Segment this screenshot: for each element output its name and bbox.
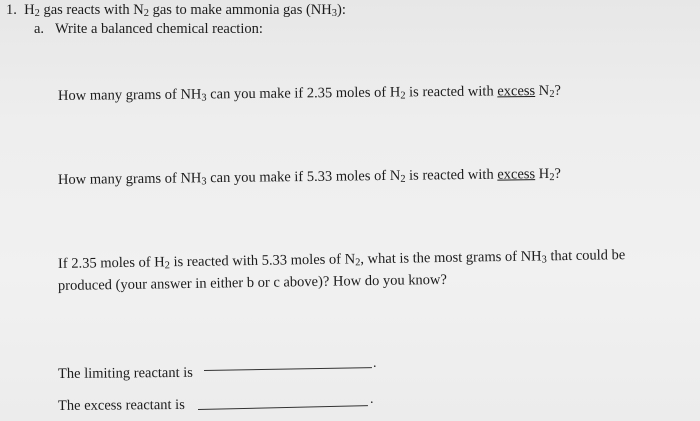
excess-reactant-blank[interactable] (198, 405, 368, 410)
intro-text: gas reacts with N (39, 2, 144, 18)
part-b-sub: 2 (549, 88, 555, 100)
part-b-sub: 2 (400, 90, 406, 102)
part-d-sub: 3 (541, 254, 547, 266)
part-a-text: Write a balanced chemical reaction: (54, 21, 263, 37)
part-c-text: H (535, 165, 550, 183)
intro-text: ): (336, 2, 346, 18)
intro-h2: H (24, 2, 35, 18)
excess-reactant-label: The excess reactant is (57, 396, 185, 414)
part-c-text: can you make if 5.33 moles of N (206, 167, 401, 187)
part-d-question-line2: produced (your answer in either b or c above)? How do you know? (57, 271, 448, 294)
part-b-text: ? (554, 82, 561, 99)
part-c-question (58, 166, 561, 189)
excess-underlined: excess (497, 83, 536, 100)
excess-reactant-period: . (370, 392, 374, 407)
limiting-reactant-blank[interactable] (204, 367, 372, 371)
part-b-text: is reacted with (405, 83, 498, 101)
intro-text: gas to make ammonia gas (NH (148, 2, 332, 18)
part-b-question (58, 83, 561, 105)
part-c-sub: 3 (201, 176, 207, 188)
part-b-text: can you make if 2.35 moles of H (206, 84, 401, 103)
part-c-text: ? (554, 165, 561, 182)
part-c-sub: 2 (400, 173, 406, 185)
part-c-text: is reacted with (405, 166, 498, 184)
limiting-reactant-label: The limiting reactant is (57, 364, 193, 382)
part-a-label: a. (34, 21, 45, 37)
intro-sub: 2 (34, 8, 40, 20)
excess-underlined: excess (497, 166, 536, 183)
part-c-text: How many grams of NH (57, 170, 202, 188)
limiting-reactant-period: . (373, 356, 377, 371)
part-d-text: , what is the most grams of NH (360, 248, 542, 268)
part-a (34, 21, 263, 38)
part-b-text: N (535, 82, 550, 100)
part-b-sub: 3 (201, 92, 207, 104)
part-c-sub: 2 (549, 172, 555, 184)
intro-sub: 3 (331, 8, 337, 20)
question-number: 1. (6, 2, 17, 18)
part-d-question-line1 (58, 247, 626, 273)
part-d-text: If 2.35 moles of H (57, 254, 165, 272)
part-b-text: How many grams of NH (57, 86, 202, 104)
question-1-intro (6, 2, 346, 19)
part-d-sub: 2 (355, 257, 361, 269)
part-d-text: that could be (546, 247, 626, 265)
part-d-text: is reacted with 5.33 moles of N (169, 251, 356, 271)
part-d-sub: 2 (164, 260, 171, 272)
intro-sub: 2 (143, 8, 149, 20)
